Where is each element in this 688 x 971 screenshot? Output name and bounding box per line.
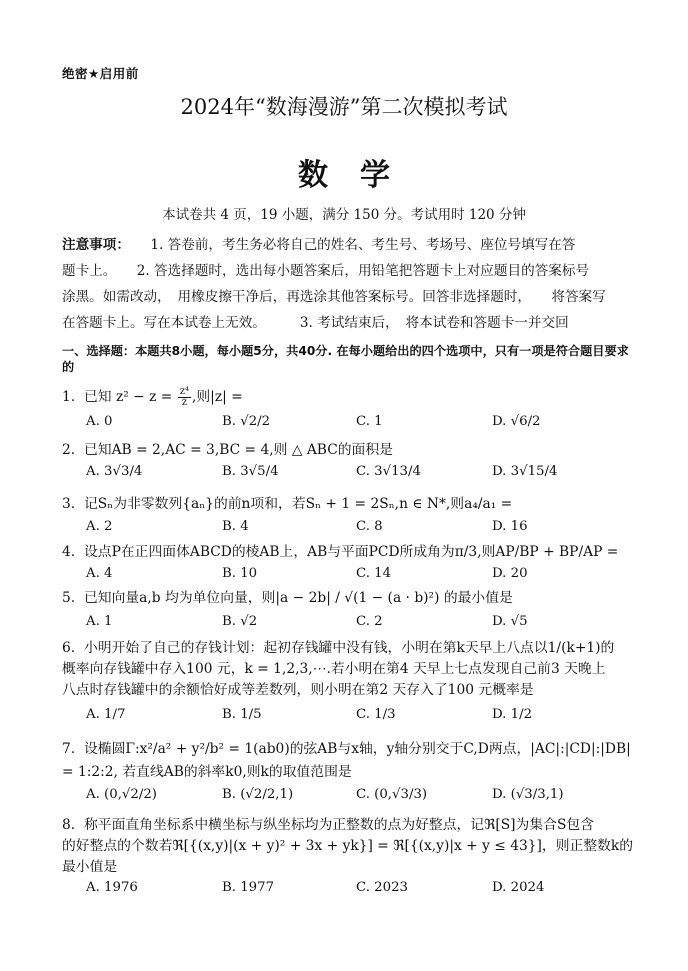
option-b[interactable]: B. 1977 xyxy=(222,880,275,895)
option-a[interactable]: A. 0 xyxy=(86,414,113,429)
option-d[interactable]: D. 3√15/4 xyxy=(492,464,558,479)
option-a[interactable]: A. 3√3/4 xyxy=(86,464,143,479)
option-b[interactable]: B. √2 xyxy=(222,614,258,629)
notes-label: 注意事项： xyxy=(62,237,124,253)
option-b[interactable]: B. 4 xyxy=(222,519,249,534)
option-a[interactable]: A. 4 xyxy=(86,566,113,581)
option-d[interactable]: D. 20 xyxy=(492,566,528,581)
notes-line-2: 题卡上。 2. 答选择题时，选出每小题答案后，用铅笔把答题卡上对应题目的答案标号 xyxy=(62,263,590,279)
option-c[interactable]: C. 14 xyxy=(356,566,392,581)
question-2-options xyxy=(86,464,626,486)
option-b[interactable]: B. 10 xyxy=(222,566,258,581)
option-a[interactable]: A. 1976 xyxy=(86,880,138,895)
notes-line-1: 注意事项： 1. 答卷前，考生务必将自己的姓名、考生号、考场号、座位号填写在答 xyxy=(62,237,576,253)
option-b[interactable]: B. √2/2 xyxy=(222,414,271,429)
exam-info: 本试卷共 4 页，19 小题，满分 150 分。考试用时 120 分钟 xyxy=(162,207,526,223)
question-8-line-3: 最小值是 xyxy=(62,859,118,875)
question-2: 2. 已知AB = 2,AC = 3,BC = 4,则 △ ABC的面积是 xyxy=(62,442,393,458)
question-1: 1. 已知 z² − z = $\frac{\text{z⁴}}{z̄}$ ,则|z| = xyxy=(62,386,243,408)
option-d[interactable]: D. 1/2 xyxy=(492,707,533,722)
option-b[interactable]: B. (√2/2,1) xyxy=(222,787,294,802)
question-1-options xyxy=(86,414,626,436)
question-6-line-2: 概率向存钱罐中存入100 元，k = 1,2,3,⋯.若小明在第4 天早上七点发现自己前3 天晚上 xyxy=(62,661,606,677)
question-6-line-3: 八点时存钱罐中的余额恰好成等差数列，则小明在第2 天存入了100 元概率是 xyxy=(62,682,534,698)
option-c[interactable]: C. 8 xyxy=(356,519,383,534)
option-a[interactable]: A. 2 xyxy=(86,519,113,534)
question-7-options xyxy=(86,787,626,809)
question-5-options xyxy=(86,614,626,636)
option-c[interactable]: C. 3√13/4 xyxy=(356,464,421,479)
notes-line-3: 涂黑。如需改动， 用橡皮擦干净后，再选涂其他答案标号。回答非选择题时， 将答案写 xyxy=(62,289,606,305)
notes-block xyxy=(62,232,632,336)
question-8-options xyxy=(86,880,626,902)
question-3-options xyxy=(86,519,626,541)
question-3: 3. 记Sₙ为非零数列{aₙ}的前n项和，若Sₙ + 1 = 2Sₙ,n ∈ N*,则a₄/a₁ = xyxy=(62,496,513,512)
option-d[interactable]: D. √5 xyxy=(492,614,528,629)
question-8-line-2: 的好整点的个数若ℜ[{(x,y)|(x + y)² + 3x + yk}] = ℜ[{(x,y)|x + y ≤ 43}]，则正整数k的 xyxy=(62,838,634,854)
question-7: 7. 设椭圆Γ:x²/a² + y²/b² = 1(ab0)的弦AB与x轴，y轴分别交于C,D两点，|AC|:|CD|:|DB| xyxy=(62,741,631,757)
question-4-options xyxy=(86,566,626,588)
option-a[interactable]: A. 1/7 xyxy=(86,707,126,722)
exam-title: 2024年“数海漫游”第二次模拟考试 xyxy=(180,95,508,119)
option-c[interactable]: C. 1 xyxy=(356,414,383,429)
option-b[interactable]: B. 3√5/4 xyxy=(222,464,279,479)
question-6-options xyxy=(86,707,626,729)
notes-line-4: 在答题卡上。写在本试卷上无效。 3. 考试结束后， 将本试卷和答题卡一并交回 xyxy=(62,315,569,331)
option-a[interactable]: A. 1 xyxy=(86,614,113,629)
option-c[interactable]: C. 1/3 xyxy=(356,707,396,722)
question-7-line-2: = 1:2:2, 若直线AB的斜率k0,则k的取值范围是 xyxy=(62,764,352,780)
option-d[interactable]: D. 2024 xyxy=(492,880,545,895)
question-5: 5. 已知向量a,b 均为单位向量，则|a − 2b| / √(1 − (a · b)²) 的最小值是 xyxy=(62,590,513,606)
option-d[interactable]: D. √6/2 xyxy=(492,414,541,429)
question-8: 8. 称平面直角坐标系中横坐标与纵坐标均为正整数的点为好整点，记ℜ[S]为集合S包含 xyxy=(62,817,594,833)
section-heading: 一、选择题：本题共8小题，每小题5分，共40分. 在每小题给出的四个选项中，只有一项是符合题目要求的 xyxy=(62,344,629,374)
question-4: 4. 设点P在正四面体ABCD的棱AB上，AB与平面PCD所成角为π/3,则AP/BP + BP/AP = xyxy=(62,544,619,560)
secret-label: 绝密★启用前 xyxy=(62,66,139,81)
option-d[interactable]: D. (√3/3,1) xyxy=(492,787,564,802)
option-b[interactable]: B. 1/5 xyxy=(222,707,262,722)
option-c[interactable]: C. (0,√3/3) xyxy=(356,787,428,802)
option-d[interactable]: D. 16 xyxy=(492,519,528,534)
option-c[interactable]: C. 2 xyxy=(356,614,383,629)
fraction: $\frac{\text{z⁴}}{z̄}$ xyxy=(179,386,189,408)
subject-title: 数学 xyxy=(298,158,422,193)
option-c[interactable]: C. 2023 xyxy=(356,880,408,895)
option-a[interactable]: A. (0,√2/2) xyxy=(86,787,157,802)
question-6: 6. 小明开始了自己的存钱计划：起初存钱罐中没有钱，小明在第k天早上八点以1/(k+1)的 xyxy=(62,640,615,656)
